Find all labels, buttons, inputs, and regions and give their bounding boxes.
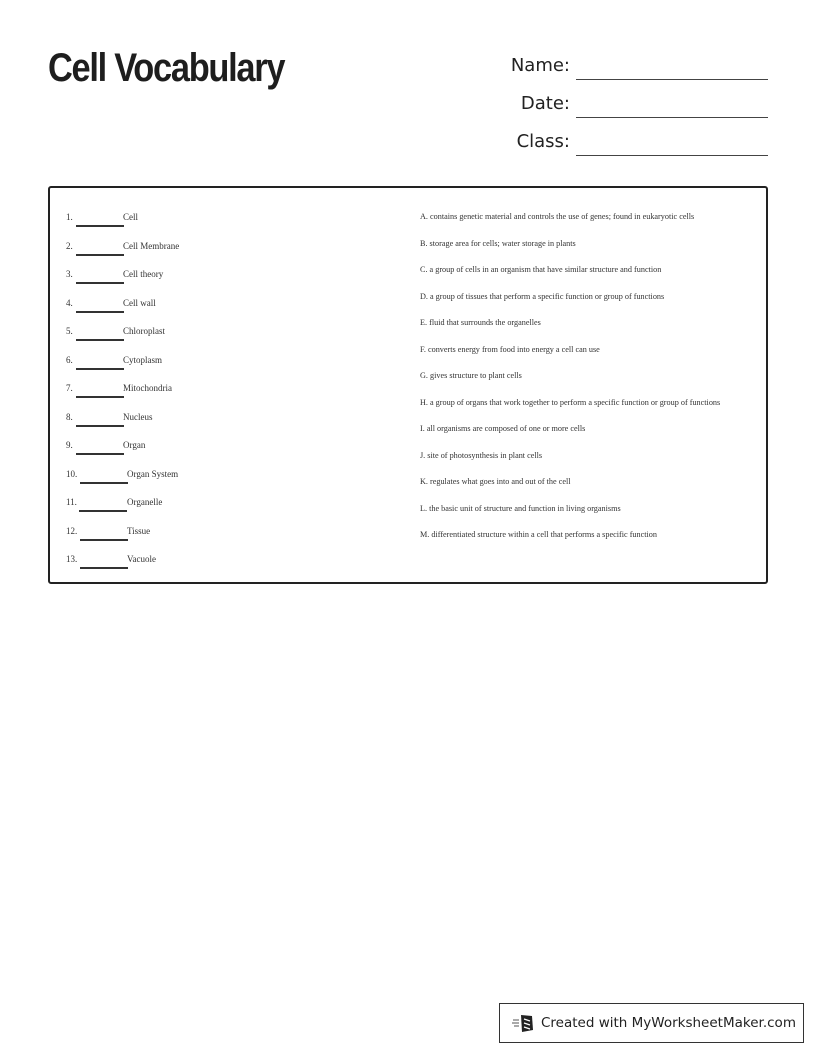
class-label: Class: [516, 131, 570, 152]
term-item [66, 320, 266, 342]
term-item [66, 206, 266, 228]
date-label: Date: [520, 93, 570, 114]
name-field[interactable] [480, 50, 770, 80]
term-word: Chloroplast [123, 326, 165, 336]
term-item [66, 292, 266, 314]
name-input-line[interactable] [576, 79, 768, 80]
term-number: 6. [66, 354, 73, 365]
definition-item: E. fluid that surrounds the organelles [420, 318, 541, 327]
term-word: Tissue [127, 525, 151, 536]
answer-blank[interactable] [76, 282, 124, 284]
term-word: Organ System [127, 468, 179, 479]
term-number: 2. [66, 240, 73, 251]
answer-blank[interactable] [76, 254, 124, 256]
answer-blank[interactable] [80, 567, 128, 569]
term-item [66, 377, 266, 399]
definition-item: I. all organisms are composed of one or more cells [420, 424, 586, 433]
name-label: Name: [510, 55, 570, 76]
term-item [66, 235, 266, 257]
term-item [66, 548, 266, 570]
term-number: 8. [66, 411, 73, 422]
class-input-line[interactable] [576, 155, 768, 156]
answer-blank[interactable] [76, 339, 124, 341]
term-item [66, 263, 266, 285]
term-item [66, 406, 266, 428]
term-item [66, 463, 266, 485]
term-word: Vacuole [127, 554, 156, 564]
definition-item: B. storage area for cells; water storage in plants [420, 238, 576, 248]
term-number: 4. [66, 297, 73, 308]
term-word: Cell Membrane [123, 240, 180, 251]
worksheet-maker-logo-icon [512, 1013, 536, 1033]
answer-blank[interactable] [80, 539, 128, 541]
definition-item: C. a group of cells in an organism that have similar structure and function [420, 265, 662, 274]
answer-blank[interactable] [79, 510, 127, 512]
term-number: 12. [66, 525, 78, 536]
definition-item: K. regulates what goes into and out of the cell [420, 477, 571, 486]
term-word: Cell [123, 212, 138, 222]
term-number: 5. [66, 326, 73, 336]
answer-blank[interactable] [76, 396, 124, 398]
term-number: 11. [66, 497, 77, 507]
term-number: 13. [66, 554, 78, 564]
term-number: 10. [66, 468, 78, 479]
date-input-line[interactable] [576, 117, 768, 118]
footer-badge[interactable] [499, 1003, 804, 1043]
term-word: Organelle [127, 497, 163, 507]
answer-blank[interactable] [76, 311, 124, 313]
date-field[interactable] [480, 88, 770, 118]
answer-blank[interactable] [76, 225, 124, 227]
term-word: Mitochondria [123, 383, 172, 393]
class-field[interactable] [480, 126, 770, 156]
definition-item: J. site of photosynthesis in plant cells [420, 450, 543, 460]
term-word: Cell wall [123, 297, 156, 308]
answer-blank[interactable] [80, 482, 128, 484]
definition-item: F. converts energy from food into energy a cell can use [420, 344, 600, 354]
definition-item: H. a group of organs that work together to perform a specific function or group of functions [420, 397, 721, 407]
definition-item: L. the basic unit of structure and function in living organisms [420, 503, 621, 513]
term-word: Organ [123, 440, 146, 450]
term-word: Cytoplasm [123, 354, 163, 365]
term-number: 3. [66, 269, 73, 279]
answer-blank[interactable] [76, 368, 124, 370]
definition-item: A. contains genetic material and controls the use of genes; found in eukaryotic cells [420, 212, 695, 221]
term-item [66, 520, 266, 542]
definition-item: D. a group of tissues that perform a specific function or group of functions [420, 291, 665, 301]
term-item [66, 434, 266, 456]
footer-text: Created with MyWorksheetMaker.com [541, 1015, 796, 1031]
term-number: 1. [66, 212, 73, 222]
term-number: 7. [66, 383, 73, 393]
definition-item: G. gives structure to plant cells [420, 371, 522, 380]
term-word: Cell theory [123, 269, 164, 279]
page-title: Cell Vocabulary [48, 46, 285, 90]
definition-item: M. differentiated structure within a cell that performs a specific function [420, 530, 657, 539]
term-number: 9. [66, 440, 73, 450]
term-word: Nucleus [123, 411, 153, 422]
term-item [66, 349, 266, 371]
answer-blank[interactable] [76, 425, 124, 427]
term-item [66, 491, 266, 513]
answer-blank[interactable] [76, 453, 124, 455]
